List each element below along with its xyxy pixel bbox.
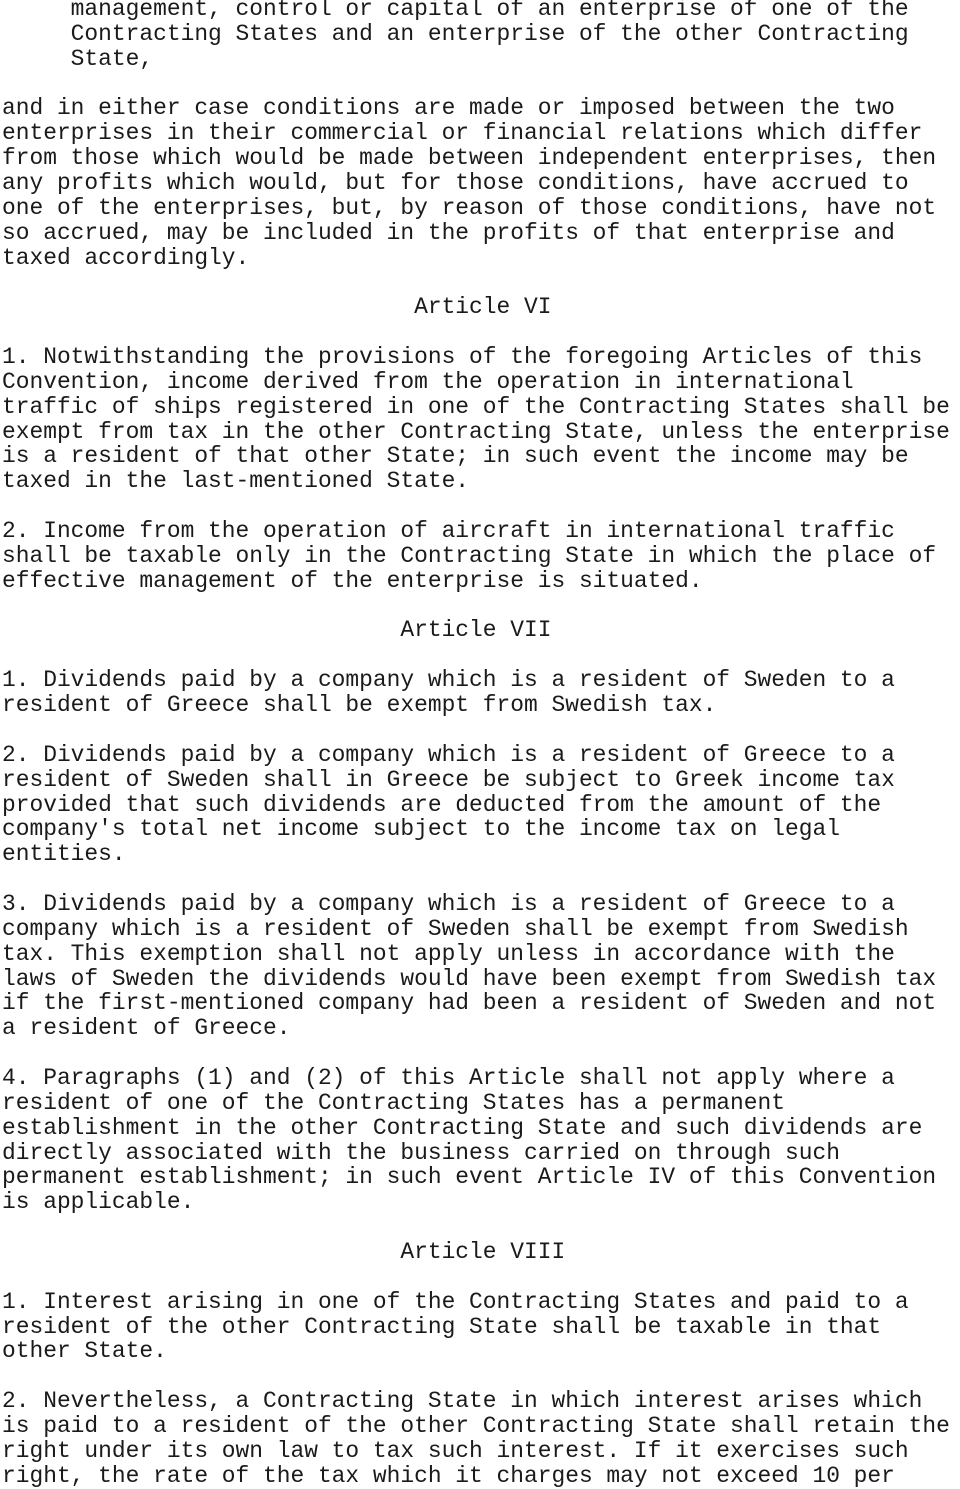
text-line: management, control or capital of an enterprise of one of the (2, 0, 909, 22)
text-line (2, 270, 960, 295)
text-line: resident of Sweden shall in Greece be subject to Greek income tax (2, 766, 895, 793)
text-line: 1. Notwithstanding the provisions of the foregoing Articles of this (2, 344, 923, 371)
text-line (2, 1265, 960, 1290)
text-line (2, 867, 960, 892)
text-line (2, 320, 960, 345)
text-line: Convention, income derived from the operation in international (2, 368, 854, 395)
text-line: one of the enterprises, but, by reason of those conditions, have not (2, 194, 937, 221)
text-line: 2. Nevertheless, a Contracting State in which interest arises which (2, 1388, 923, 1415)
text-line: directly associated with the business carried on through such (2, 1139, 840, 1166)
text-line: from those which would be made between independent enterprises, then (2, 145, 937, 172)
text-line (2, 72, 960, 97)
text-line: Article VII (2, 617, 552, 644)
text-line: company which is a resident of Sweden shall be exempt from Swedish (2, 915, 909, 942)
text-line: is a resident of that other State; in such event the income may be (2, 443, 909, 470)
text-line: taxed in the last-mentioned State. (2, 468, 470, 495)
text-line: and in either case conditions are made or imposed between the two (2, 95, 895, 122)
text-line (2, 718, 960, 743)
text-line: tax. This exemption shall not apply unless in accordance with the (2, 940, 895, 967)
text-line: is paid to a resident of the other Contracting State shall retain the (2, 1412, 950, 1439)
text-line: effective management of the enterprise is situated. (2, 567, 703, 594)
text-line: right under its own law to tax such interest. If it exercises such (2, 1437, 909, 1464)
text-line: exempt from tax in the other Contracting State, unless the enterprise (2, 418, 950, 445)
text-line: 2. Income from the operation of aircraft in international traffic (2, 518, 895, 545)
text-line (2, 594, 960, 619)
text-line: 2. Dividends paid by a company which is a resident of Greece to a (2, 741, 895, 768)
document-body (2, 0, 960, 1489)
text-line: taxed accordingly. (2, 244, 250, 271)
text-line: resident of the other Contracting State shall be taxable in that (2, 1313, 882, 1340)
text-line: any profits which would, but for those conditions, have accrued to (2, 170, 909, 197)
text-line: laws of Sweden the dividends would have been exempt from Swedish tax (2, 965, 937, 992)
text-line: other State. (2, 1338, 167, 1365)
text-line: Article VIII (2, 1238, 566, 1265)
text-line: traffic of ships registered in one of the Contracting States shall be (2, 393, 950, 420)
text-line: so accrued, may be included in the profits of that enterprise and (2, 219, 895, 246)
text-line: 3. Dividends paid by a company which is a resident of Greece to a (2, 890, 895, 917)
text-line: company's total net income subject to the income tax on legal (2, 816, 840, 843)
text-line: is applicable. (2, 1189, 195, 1216)
text-line: if the first-mentioned company had been a resident of Sweden and not (2, 990, 937, 1017)
text-line: 1. Dividends paid by a company which is a resident of Sweden to a (2, 667, 895, 694)
text-line: shall be taxable only in the Contracting State in which the place of (2, 542, 937, 569)
text-line: Contracting States and an enterprise of the other Contracting (2, 20, 909, 47)
text-line: provided that such dividends are deducted from the amount of the (2, 791, 882, 818)
text-line: establishment in the other Contracting State and such dividends are (2, 1114, 923, 1141)
text-line (2, 643, 960, 668)
text-line: Article VI (2, 294, 552, 321)
text-line: State, (2, 45, 154, 72)
text-line (2, 1215, 960, 1240)
text-line: entities. (2, 841, 126, 868)
text-line: right, the rate of the tax which it charges may not exceed 10 per (2, 1462, 895, 1489)
text-line: resident of one of the Contracting States has a permanent (2, 1089, 785, 1116)
text-line (2, 494, 960, 519)
text-line: resident of Greece shall be exempt from Swedish tax. (2, 692, 717, 719)
text-line: 1. Interest arising in one of the Contracting States and paid to a (2, 1288, 909, 1315)
text-line: a resident of Greece. (2, 1015, 291, 1042)
text-line (2, 1041, 960, 1066)
text-line: permanent establishment; in such event Article IV of this Convention (2, 1164, 937, 1191)
text-line: 4. Paragraphs (1) and (2) of this Article shall not apply where a (2, 1064, 895, 1091)
text-line: enterprises in their commercial or financial relations which differ (2, 120, 923, 147)
text-line (2, 1364, 960, 1389)
